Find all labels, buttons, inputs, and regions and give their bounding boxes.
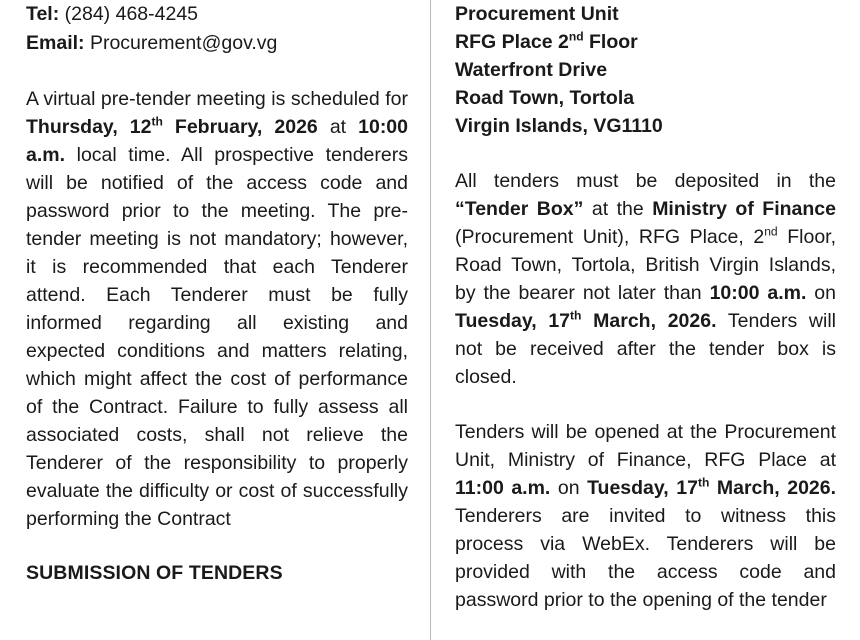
submission-of-tenders-heading: SUBMISSION OF TENDERS bbox=[26, 562, 283, 584]
deposit-deadline-day: Tuesday, 17 bbox=[455, 310, 571, 332]
address-line-2-ordinal: nd bbox=[568, 29, 584, 44]
deposit-floor-ordinal: nd bbox=[764, 224, 778, 239]
deposit-deadline-date bbox=[455, 310, 717, 332]
opening-date-ordinal: th bbox=[697, 475, 710, 490]
tel-value: (284) 468-4245 bbox=[64, 3, 199, 25]
opening-time: 11:00 a.m. bbox=[455, 477, 551, 499]
deposit-text-5: on bbox=[806, 282, 836, 304]
pretender-date-day: Thursday, 12 bbox=[26, 116, 152, 138]
deposit-deadline-time: 10:00 a.m. bbox=[709, 282, 807, 304]
tel-label: Tel: bbox=[26, 3, 60, 25]
address-line-2 bbox=[455, 28, 836, 56]
opening-text-1: Tenders will be opened at the Procurement Unit, Ministry of Finance, RFG Place at bbox=[455, 421, 836, 471]
tender-opening-paragraph bbox=[455, 418, 836, 614]
address-line-5: Virgin Islands, VG1110 bbox=[455, 115, 663, 137]
deposit-text-3: (Procurement Unit), RFG Place, 2 bbox=[455, 226, 765, 248]
deposit-text-4: Floor, Road Town, Tortola, British Virgin Islands, by the bearer not later than bbox=[455, 226, 836, 304]
opening-date-day: Tuesday, 17 bbox=[587, 477, 698, 499]
pretender-text-2: at bbox=[317, 116, 359, 138]
opening-text-3: Tenderers are invited to witness this process via WebEx. Tenderers will be provided with the access code and password prior to the opening of the tender bbox=[455, 505, 836, 611]
deposit-text-6: Tenders will not be received after the tender box is closed. bbox=[455, 310, 837, 388]
spacer bbox=[26, 58, 408, 85]
address-line-4: Road Town, Tortola bbox=[455, 87, 635, 109]
tender-box-bold: “Tender Box” bbox=[455, 198, 584, 220]
spacer bbox=[26, 533, 408, 560]
deposit-text-2: at the bbox=[583, 198, 653, 220]
address-line-3: Waterfront Drive bbox=[455, 59, 608, 81]
opening-date-monthyear: March, 2026. bbox=[709, 477, 837, 499]
pretender-date-ordinal: th bbox=[151, 114, 163, 129]
pretender-meeting-paragraph bbox=[26, 85, 408, 533]
address-line-1: Procurement Unit bbox=[455, 3, 619, 25]
right-column bbox=[430, 0, 860, 640]
opening-text-2: on bbox=[550, 477, 588, 499]
pretender-date-bold-1 bbox=[26, 116, 318, 138]
deposit-text-1: All tenders must be deposited in the bbox=[455, 170, 836, 192]
address-line-2-pre: RFG Place 2 bbox=[455, 31, 569, 53]
tender-deposit-paragraph bbox=[455, 167, 836, 391]
contact-email-line bbox=[26, 29, 408, 58]
pretender-text-3: local time. All prospective tenderers will be notified of the access code and password prior to the meeting. The pre-tender meeting is not mandatory; however, it is recommended that each Tenderer attend. Each Tenderer must be fully informed regarding all existing and expected conditions and matters relating, which might affect the cost of performance of the Contract. Failure to fully assess all associated costs, shall not relieve the Tenderer of the responsibility to properly evaluate the difficulty or cost of successfully performing the Contract bbox=[26, 144, 408, 530]
email-label: Email: bbox=[26, 32, 85, 54]
pretender-date-monthyear: February, 2026 bbox=[162, 116, 318, 138]
deposit-deadline-monthyear: March, 2026. bbox=[581, 310, 717, 332]
contact-tel-line bbox=[26, 0, 408, 29]
address-line-2-post: Floor bbox=[583, 31, 638, 53]
opening-date bbox=[587, 477, 836, 499]
email-value: Procurement@gov.vg bbox=[89, 32, 278, 54]
ministry-of-finance-bold: Ministry of Finance bbox=[652, 198, 836, 220]
pretender-time: 10:00 a.m. bbox=[26, 116, 408, 166]
spacer bbox=[455, 391, 836, 418]
pretender-text-1: A virtual pre-tender meeting is scheduled for bbox=[26, 88, 408, 110]
spacer bbox=[455, 140, 836, 167]
deposit-deadline-ordinal: th bbox=[570, 308, 582, 323]
